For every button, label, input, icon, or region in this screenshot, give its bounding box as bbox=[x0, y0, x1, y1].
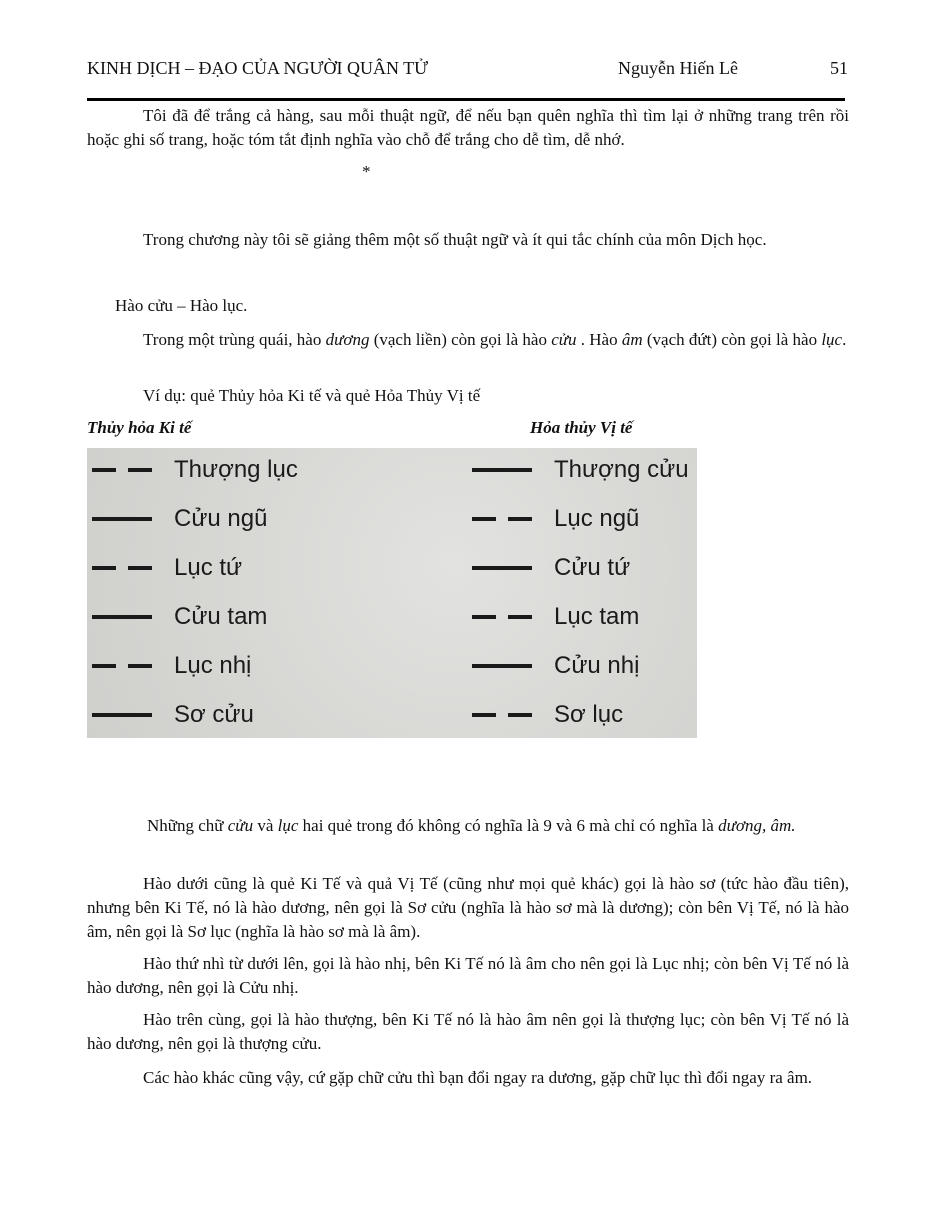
paragraph-3: Hào dưới cũng là quẻ Ki Tế và quả Vị Tế (cũng như mọi quẻ khác) gọi là hào sơ (tức hào đầu tiên), nhưng bên Ki Tế, nó là hào dương, nên gọi là Sơ cửu (nghĩa là hào sơ mà là dương); còn bên Vị Tế, nó là hào âm, nên gọi là Sơ lục (nghĩa là hào sơ mà là âm). bbox=[87, 874, 849, 941]
line-label: Thượng lục bbox=[174, 456, 298, 483]
solid-line-icon bbox=[472, 468, 532, 472]
hexagram-line-right bbox=[472, 690, 623, 740]
broken-line-icon bbox=[92, 664, 152, 668]
paragraph-2: Những chữ cửu và lục hai quẻ trong đó không có nghĩa là 9 và 6 mà chỉ có nghĩa là dương, âm. bbox=[147, 816, 796, 835]
paragraph-1: Trong một trùng quái, hào dương (vạch liền) còn gọi là hào cửu . Hào âm (vạch đứt) còn gọi là hào lục. bbox=[143, 330, 847, 349]
solid-line-icon bbox=[92, 713, 152, 717]
hexagram-figure bbox=[87, 448, 697, 738]
solid-line-icon bbox=[92, 517, 152, 521]
header-rule bbox=[87, 98, 845, 101]
author: Nguyễn Hiến Lê bbox=[618, 58, 738, 78]
solid-line-icon bbox=[92, 615, 152, 619]
running-title: KINH DỊCH – ĐẠO CỦA NGƯỜI QUÂN TỬ bbox=[87, 58, 429, 78]
hexagram-line-right bbox=[472, 494, 639, 544]
line-label: Sơ cửu bbox=[174, 701, 254, 728]
line-label: Cửu tứ bbox=[554, 554, 631, 581]
figure-left-title: Thủy hỏa Ki tế bbox=[87, 418, 192, 437]
line-label: Cửu nhị bbox=[554, 652, 640, 679]
line-label: Thượng cửu bbox=[554, 456, 689, 483]
solid-line-icon bbox=[472, 566, 532, 570]
hexagram-line-right bbox=[472, 543, 630, 593]
chapter-intro: Trong chương này tôi sẽ giảng thêm một số thuật ngữ và ít qui tắc chính của môn Dịch học. bbox=[143, 230, 767, 249]
line-label: Lục ngũ bbox=[554, 505, 640, 532]
section-title: Hào cửu – Hào lục. bbox=[115, 296, 248, 315]
line-label: Lục nhị bbox=[174, 652, 252, 679]
line-label: Cửu ngũ bbox=[174, 505, 268, 532]
broken-line-icon bbox=[472, 713, 532, 717]
hexagram-line-left bbox=[92, 445, 298, 495]
paragraph-4: Hào thứ nhì từ dưới lên, gọi là hào nhị, bên Ki Tế nó là âm cho nên gọi là Lục nhị; còn bên Vị Tế nó là hào dương, nên gọi là Cửu nhị. bbox=[87, 954, 849, 997]
hexagram-line-left bbox=[92, 690, 254, 740]
hexagram-line-right bbox=[472, 592, 639, 642]
paragraph-5: Hào trên cùng, gọi là hào thượng, bên Ki Tế nó là hào âm nên gọi là thượng lục; còn bên Vị Tế nó là hào dương, nên gọi là thượng cửu. bbox=[87, 1010, 849, 1053]
broken-line-icon bbox=[92, 468, 152, 472]
paragraph-6: Các hào khác cũng vậy, cứ gặp chữ cửu thì bạn đổi ngay ra dương, gặp chữ lục thì đổi ngay ra âm. bbox=[143, 1068, 813, 1087]
hexagram-line-left bbox=[92, 592, 267, 642]
separator: * bbox=[362, 162, 371, 181]
page-number: 51 bbox=[830, 58, 848, 78]
hexagram-line-left bbox=[92, 641, 251, 691]
hexagram-line-right bbox=[472, 641, 639, 691]
broken-line-icon bbox=[472, 517, 532, 521]
hexagram-line-left bbox=[92, 543, 242, 593]
figure-right-title: Hỏa thủy Vị tế bbox=[530, 418, 633, 437]
line-label: Sơ lục bbox=[554, 701, 624, 728]
line-label: Cửu tam bbox=[174, 603, 268, 630]
intro-paragraph: Tôi đã để trắng cả hàng, sau mỗi thuật ngữ, để nếu bạn quên nghĩa thì tìm lại ở những trang trên rồi hoặc ghi số trang, hoặc tóm tắt định nghĩa vào chỗ để trắng cho dễ tìm, dễ nhớ. bbox=[87, 106, 849, 149]
line-label: Lục tam bbox=[554, 603, 640, 630]
hexagram-line-right bbox=[472, 445, 689, 495]
solid-line-icon bbox=[472, 664, 532, 668]
line-label: Lục tứ bbox=[174, 554, 243, 581]
broken-line-icon bbox=[92, 566, 152, 570]
example-line: Ví dụ: quẻ Thủy hỏa Ki tế và quẻ Hỏa Thủy Vị tế bbox=[143, 386, 481, 405]
broken-line-icon bbox=[472, 615, 532, 619]
hexagram-line-left bbox=[92, 494, 267, 544]
